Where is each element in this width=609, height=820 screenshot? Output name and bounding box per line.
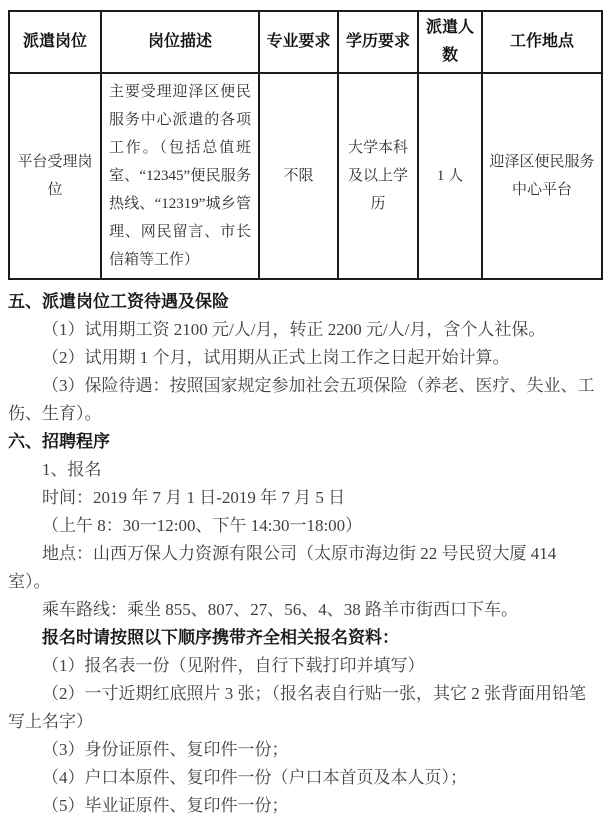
position-table (8, 10, 603, 280)
section5-item-insurance: （3）保险待遇：按照国家规定参加社会五项保险（养老、医疗、失业、工伤、生育）。 (8, 376, 595, 423)
document-body (0, 280, 609, 820)
section6-material-id-card: （3）身份证原件、复印件一份； (42, 740, 289, 759)
section6-materials-note: 报名时请按照以下顺序携带齐全相关报名资料： (42, 628, 399, 647)
recruitment-notice-page (0, 10, 609, 815)
header-headcount: 派遣人数 (418, 11, 482, 73)
section6-time: 时间：2019 年 7 月 1 日-2019 年 7 月 5 日 (42, 488, 346, 507)
table-row (9, 73, 602, 279)
cell-work-location: 迎泽区便民服务中心平台 (482, 73, 602, 279)
cell-major-requirement: 不限 (259, 73, 338, 279)
cell-education-requirement: 大学本科及以上学历 (338, 73, 418, 279)
section6-material-diploma: （5）毕业证原件、复印件一份； (42, 796, 289, 815)
section6-location: 地点：山西万保人力资源有限公司（太原市海边街 22 号民贸大厦 414 室）。 (8, 544, 557, 591)
header-major-requirement: 专业要求 (259, 11, 338, 73)
section5-heading: 五、派遣岗位工资待遇及保险 (8, 292, 229, 311)
cell-job-description: 主要受理迎泽区便民服务中心派遣的各项工作。（包括总值班室、“12345”便民服务热线、“12319”城乡管理、网民留言、市长信箱等工作） (101, 73, 259, 279)
section5-item-probation: （2）试用期 1 个月，试用期从正式上岗工作之日起开始计算。 (42, 348, 510, 367)
cell-dispatch-position: 平台受理岗位 (9, 73, 101, 279)
table-header-row (9, 11, 602, 73)
section6-hours: （上午 8：30一12:00、下午 14:30一18:00） (42, 516, 363, 535)
section6-material-hukou: （4）户口本原件、复印件一份（户口本首页及本人页）； (42, 768, 467, 787)
section6-step-signup: 1、报名 (42, 460, 102, 479)
header-job-description: 岗位描述 (101, 11, 259, 73)
header-work-location: 工作地点 (482, 11, 602, 73)
section5-item-salary: （1）试用期工资 2100 元/人/月，转正 2200 元/人/月，含个人社保。 (42, 320, 546, 339)
section6-bus-route: 乘车路线：乘坐 855、807、27、56、4、38 路羊市街西口下车。 (42, 600, 518, 619)
header-education-requirement: 学历要求 (338, 11, 418, 73)
section6-material-form: （1）报名表一份（见附件，自行下载打印并填写） (42, 656, 425, 675)
section6-material-photos: （2）一寸近期红底照片 3 张；（报名表自行贴一张，其它 2 张背面用铅笔写上名字） (8, 684, 586, 731)
cell-headcount: 1 人 (418, 73, 482, 279)
section6-heading: 六、招聘程序 (8, 432, 110, 451)
header-dispatch-position: 派遣岗位 (9, 11, 101, 73)
